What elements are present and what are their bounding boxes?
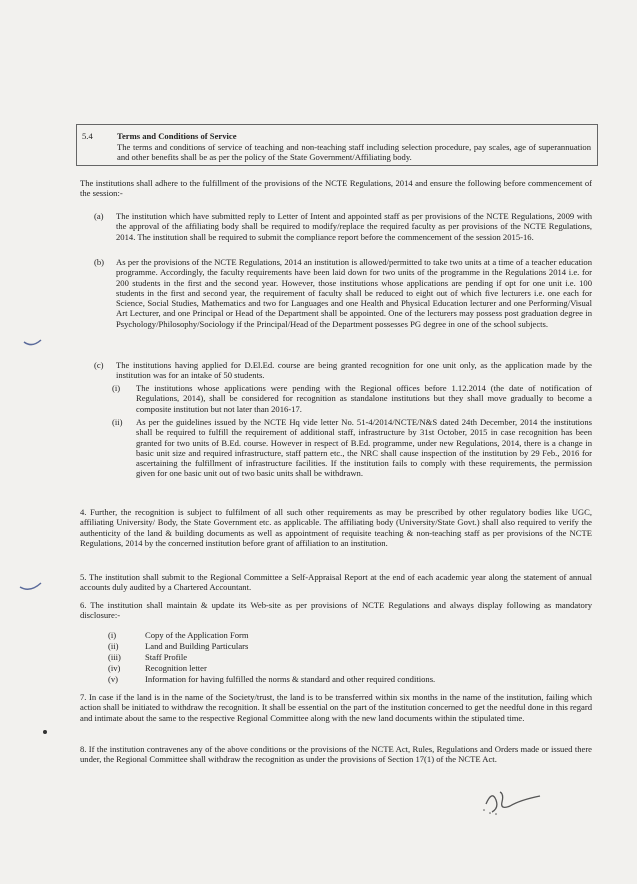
list-item-label: (i) xyxy=(108,630,117,640)
list-item-text: Staff Profile xyxy=(145,652,188,662)
item-label: (b) xyxy=(94,257,105,267)
signature xyxy=(478,780,558,820)
item-text: The institutions having applied for D.El.Ed. course are being granted recognition for one unit only, as the application made by the institution was for an intake of 50 students. xyxy=(116,360,592,381)
list-item-text: Land and Building Particulars xyxy=(145,641,249,651)
scan-mark-lower xyxy=(18,575,44,595)
list-item-text: Recognition letter xyxy=(145,663,207,673)
paragraph-4: 4. Further, the recognition is subject to fulfilment of all such other requirements as may be prescribed by other regulatory bodies like UGC, affiliating University/ Body, the State Government etc. as applicable. The affiliating body (University/State Govt.) shall also required to verify the authenticity of the land & building documents as well as appointment of requisite teaching & non-teaching staff as per provisions of the NCTE Regulations, 2014 by the concerned institution before grant of affiliation to an institution. xyxy=(80,507,592,548)
list-item-label: (iv) xyxy=(108,663,121,673)
intro-paragraph: The institutions shall adhere to the fulfillment of the provisions of the NCTE Regulations, 2014 and ensure the following before commencement of the session:- xyxy=(80,178,592,199)
paragraph-7: 7. In case if the land is in the name of the Society/trust, the land is to be transferred within six months in the name of the institution, failing which action shall be initiated to withdraw the recognition. It shall be essential on the part of the institution concerned to get the needful done in this regard and intimate about the same to the respective Regional Committee along with the new land documents within the stipulated time. xyxy=(80,692,592,723)
paragraph-6: 6. The institution shall maintain & update its Web-site as per provisions of NCTE Regulations and always display following as mandatory disclosure:- xyxy=(80,600,592,621)
section-box xyxy=(76,124,598,166)
list-item-text: Information for having fulfilled the norms & standard and other required conditions. xyxy=(145,674,436,684)
list-item-label: (ii) xyxy=(108,641,119,651)
section-number: 5.4 xyxy=(82,131,93,141)
item-text: As per the provisions of the NCTE Regulations, 2014 an institution is allowed/permitted to take two units at a time of a teacher education programme. Accordingly, the faculty requirements have been laid down for two units of the programme in the Regulations 2014 i.e. for 200 students in the first and the second year. However, those institutions whose applications are pending if opt for one unit i.e. 100 students in the first and second year, the requirement of faculty shall be reduced to eight out of which five lecturers i.e. one each for Science, Social Studies, Mathematics and two for Languages and one Health and Physical Education lecturer and one Performing/Visual Art Lecturer, and one Principal or Head of the Department shall be appointed. One of the lecturers may possess post graduation degree in Psychology/Philosophy/Sociology if the Principal/Head of the Department possesses PG degree in one of the school subjects. xyxy=(116,257,592,329)
item-text: The institution which have submitted reply to Letter of Intent and appointed staff as per provisions of the NCTE Regulations, 2009 with the approval of the affiliating body shall be required to modify/replace the required faculty as per provisions of the NCTE Regulations, 2014. The institution shall be required to submit the compliance report before the commencement of the session 2015-16. xyxy=(116,211,592,242)
list-item-label: (iii) xyxy=(108,652,121,662)
item-label: (a) xyxy=(94,211,104,221)
scan-dot xyxy=(41,728,49,736)
section-title: Terms and Conditions of Service xyxy=(117,131,237,141)
paragraph-5: 5. The institution shall submit to the Regional Committee a Self-Appraisal Report at the end of each academic year along the statement of annual accounts duly audited by a Chartered Accountant. xyxy=(80,572,592,593)
list-item-text: Copy of the Application Form xyxy=(145,630,249,640)
scan-mark-upper xyxy=(22,328,44,350)
subitem-label: (ii) xyxy=(112,417,123,427)
subitem-label: (i) xyxy=(112,383,121,393)
item-label: (c) xyxy=(94,360,104,370)
paragraph-8: 8. If the institution contravenes any of the above conditions or the provisions of the NCTE Act, Rules, Regulations and Orders made or issued there under, the Regional Committee shall withdraw the recognition as under the provisions of Section 17(1) of the NCTE Act. xyxy=(80,744,592,765)
list-item-label: (v) xyxy=(108,674,119,684)
section-text: The terms and conditions of service of teaching and non-teaching staff including selection procedure, pay scales, age of superannuation and other benefits shall be as per the policy of the State Government/Affiliating body. xyxy=(117,142,591,163)
subitem-text: As per the guidelines issued by the NCTE Hq vide letter No. 51-4/2014/NCTE/N&S dated 24th December, 2014 the institutions shall be required to fulfill the requirement of additional staff, infrastructure by 31st October, 2015 in case recognition has been granted for two units of B.Ed. course. However in respect of B.Ed. programme, under new Regulations, 2014, there is a change in basic unit size and required infrastructure, staff pattern etc., the NRC shall cause inspection of the institution by 29 Feb., 2016 for ascertaining the fulfillment of infrastructure facilities. If the institution fails to comply with these requirements, the permission given for one basic unit out of two basic units shall be withdrawn. xyxy=(136,417,592,479)
subitem-text: The institutions whose applications were pending with the Regional offices before 1.12.2014 (the date of notification of Regulations, 2014), shall be considered for recognition as standalone institutions but they shall move gradually to become a composite institution but not later than 2016-17. xyxy=(136,383,592,414)
